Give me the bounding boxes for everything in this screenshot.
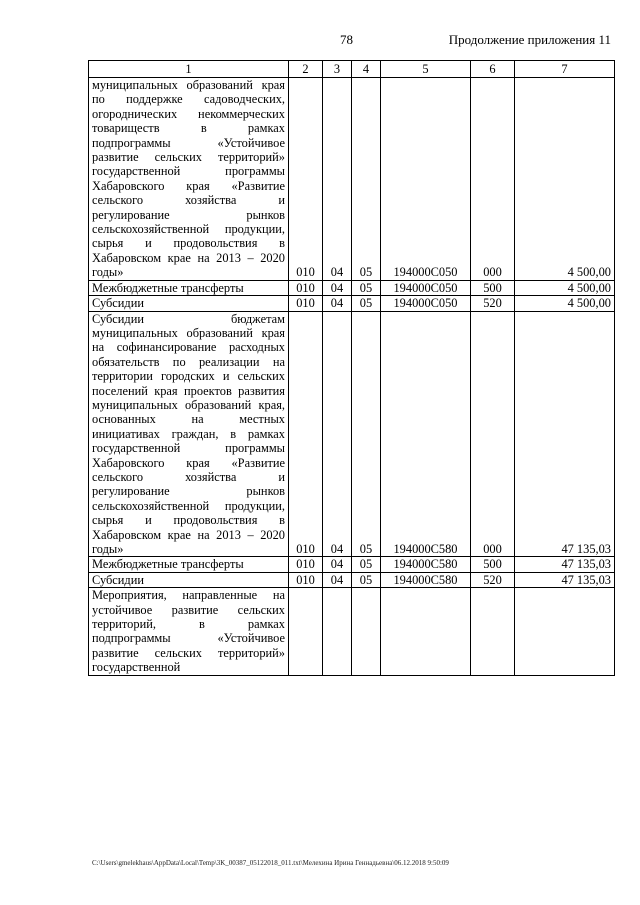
table-row (89, 78, 615, 281)
table-header-row (89, 61, 615, 78)
cell-section (323, 588, 352, 675)
cell-section: 04 (323, 557, 352, 572)
cell-ministry-code (289, 588, 323, 675)
row-name-cell: Субсидии бюджетам муниципальных образований края на софинансирование расходных обязательств по реализации на территории городских и сельских поселений края проектов развития муниципальных образований края, основанных на местных инициативах граждан, в рамках государственной программы Хабаровского края «Развитие сельского хозяйства и регулирование рынков сельскохозяйственной продукции, сырья и продовольствия в Хабаровском крае на 2013 – 2020 годы» (89, 311, 289, 557)
cell-section: 04 (323, 280, 352, 295)
cell-target-article: 194000С050 (381, 78, 471, 281)
cell-target-article (381, 588, 471, 675)
cell-amount: 4 500,00 (515, 280, 615, 295)
cell-subsection: 05 (352, 311, 381, 557)
row-name-cell: Межбюджетные трансферты (89, 280, 289, 295)
cell-ministry-code: 010 (289, 572, 323, 587)
cell-ministry-code: 010 (289, 296, 323, 311)
column-header: 5 (381, 61, 471, 78)
row-name-cell: Межбюджетные трансферты (89, 557, 289, 572)
table-row (89, 296, 615, 311)
cell-ministry-code: 010 (289, 78, 323, 281)
footer-file-path: C:\Users\gmelekhaus\AppData\Local\Temp\3K_00387_05122018_011.txt\Мелехина Ирина Геннадьевна\06.12.2018 9:50:09 (92, 859, 449, 867)
cell-section: 04 (323, 296, 352, 311)
appendix-title: Продолжение приложения 11 (448, 32, 611, 47)
cell-section: 04 (323, 572, 352, 587)
cell-target-article: 194000С050 (381, 280, 471, 295)
page-number: 78 (340, 32, 353, 47)
cell-subsection: 05 (352, 296, 381, 311)
cell-ministry-code: 010 (289, 557, 323, 572)
table-row (89, 572, 615, 587)
cell-amount: 4 500,00 (515, 296, 615, 311)
column-header: 4 (352, 61, 381, 78)
cell-target-article: 194000С580 (381, 557, 471, 572)
cell-amount: 4 500,00 (515, 78, 615, 281)
cell-expense-type: 500 (471, 557, 515, 572)
table-row (89, 311, 615, 557)
column-header: 6 (471, 61, 515, 78)
row-name-cell: Субсидии (89, 296, 289, 311)
row-name-cell: муниципальных образований края по поддержке садоводческих, огороднических некоммерческих товариществ в рамках подпрограммы «Устойчивое развитие сельских территорий» государственной программы Хабаровского края «Развитие сельского хозяйства и регулирование рынков сельскохозяйственной продукции, сырья и продовольствия в Хабаровском крае на 2013 – 2020 годы» (89, 78, 289, 281)
table-row (89, 557, 615, 572)
cell-expense-type: 000 (471, 311, 515, 557)
cell-target-article: 194000С580 (381, 311, 471, 557)
cell-expense-type (471, 588, 515, 675)
cell-subsection: 05 (352, 78, 381, 281)
cell-section: 04 (323, 78, 352, 281)
cell-subsection: 05 (352, 280, 381, 295)
column-header: 3 (323, 61, 352, 78)
cell-subsection: 05 (352, 557, 381, 572)
cell-expense-type: 500 (471, 280, 515, 295)
table-row (89, 588, 615, 675)
cell-target-article: 194000С580 (381, 572, 471, 587)
cell-expense-type: 000 (471, 78, 515, 281)
cell-ministry-code: 010 (289, 311, 323, 557)
row-name-cell: Субсидии (89, 572, 289, 587)
column-header: 7 (515, 61, 615, 78)
column-header: 2 (289, 61, 323, 78)
column-header: 1 (89, 61, 289, 78)
cell-amount: 47 135,03 (515, 311, 615, 557)
cell-subsection (352, 588, 381, 675)
cell-amount (515, 588, 615, 675)
cell-ministry-code: 010 (289, 280, 323, 295)
row-name-cell: Мероприятия, направленные на устойчивое развитие сельских территорий, в рамках подпрограммы «Устойчивое развитие сельских территорий» государственной (89, 588, 289, 675)
cell-amount: 47 135,03 (515, 557, 615, 572)
cell-section: 04 (323, 311, 352, 557)
cell-subsection: 05 (352, 572, 381, 587)
cell-amount: 47 135,03 (515, 572, 615, 587)
cell-expense-type: 520 (471, 572, 515, 587)
table-row (89, 280, 615, 295)
cell-target-article: 194000С050 (381, 296, 471, 311)
budget-table (88, 60, 615, 676)
cell-expense-type: 520 (471, 296, 515, 311)
